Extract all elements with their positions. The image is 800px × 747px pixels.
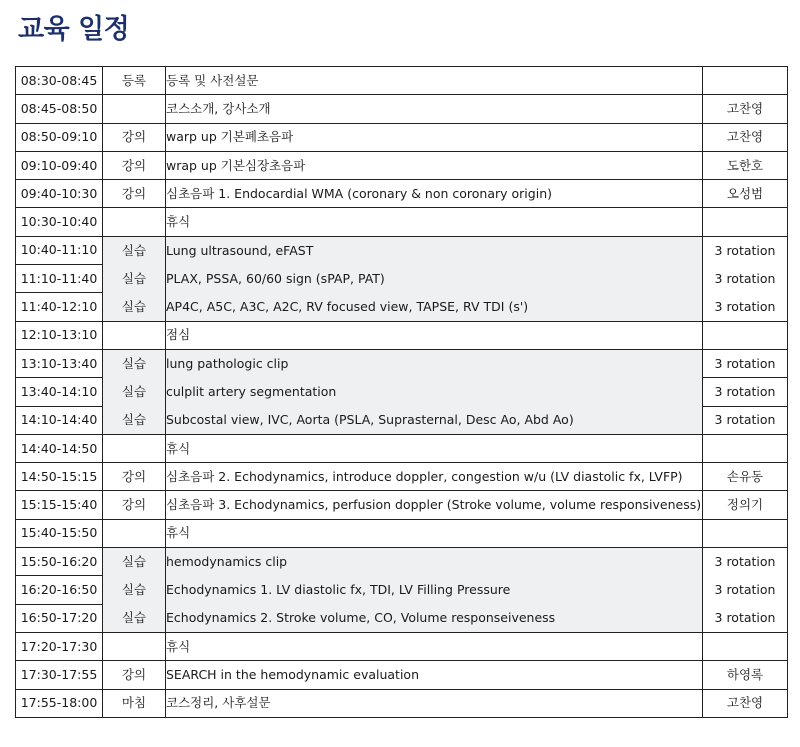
instructor-cell: 3 rotation <box>703 293 788 321</box>
type-cell <box>103 519 166 547</box>
topic-cell: 코스소개, 강사소개 <box>166 95 703 123</box>
topic-cell: 코스정리, 사후설문 <box>166 689 703 717</box>
instructor-cell: 3 rotation <box>703 265 788 293</box>
topic-cell: 휴식 <box>166 632 703 660</box>
topic-cell: culplit artery segmentation <box>166 378 703 406</box>
schedule-row <box>16 180 788 208</box>
topic-cell: 점심 <box>166 321 703 349</box>
schedule-row <box>16 151 788 179</box>
instructor-cell: 3 rotation <box>703 604 788 632</box>
topic-cell: warp up 기본폐초음파 <box>166 123 703 151</box>
topic-cell: Echodynamics 2. Stroke volume, CO, Volume responseiveness <box>166 604 703 632</box>
schedule-row <box>16 208 788 236</box>
instructor-cell: 3 rotation <box>703 406 788 434</box>
time-cell: 15:40-15:50 <box>16 519 103 547</box>
schedule-row <box>16 661 788 689</box>
type-cell: 강의 <box>103 151 166 179</box>
type-cell: 실습 <box>103 349 166 377</box>
time-cell: 10:40-11:10 <box>16 236 103 264</box>
topic-cell: 심초음파 2. Echodynamics, introduce doppler, congestion w/u (LV diastolic fx, LVFP) <box>166 463 703 491</box>
time-cell: 15:15-15:40 <box>16 491 103 519</box>
instructor-cell: 오성범 <box>703 180 788 208</box>
time-cell: 08:50-09:10 <box>16 123 103 151</box>
topic-cell: Echodynamics 1. LV diastolic fx, TDI, LV Filling Pressure <box>166 576 703 604</box>
type-cell: 강의 <box>103 123 166 151</box>
schedule-row <box>16 632 788 660</box>
time-cell: 14:10-14:40 <box>16 406 103 434</box>
schedule-row <box>16 265 788 293</box>
schedule-table <box>15 66 788 718</box>
topic-cell: 심초음파 3. Echodynamics, perfusion doppler (Stroke volume, volume responsiveness) <box>166 491 703 519</box>
time-cell: 16:50-17:20 <box>16 604 103 632</box>
instructor-cell <box>703 519 788 547</box>
schedule-row <box>16 293 788 321</box>
type-cell: 실습 <box>103 406 166 434</box>
topic-cell: 휴식 <box>166 208 703 236</box>
topic-cell: 휴식 <box>166 434 703 462</box>
topic-cell: 휴식 <box>166 519 703 547</box>
schedule-body <box>16 67 788 718</box>
schedule-row <box>16 406 788 434</box>
topic-cell: PLAX, PSSA, 60/60 sign (sPAP, PAT) <box>166 265 703 293</box>
time-cell: 15:50-16:20 <box>16 548 103 576</box>
instructor-cell <box>703 321 788 349</box>
type-cell: 실습 <box>103 604 166 632</box>
schedule-row <box>16 349 788 377</box>
time-cell: 11:10-11:40 <box>16 265 103 293</box>
type-cell <box>103 632 166 660</box>
instructor-cell <box>703 67 788 95</box>
instructor-cell: 3 rotation <box>703 576 788 604</box>
topic-cell: hemodynamics clip <box>166 548 703 576</box>
instructor-cell <box>703 632 788 660</box>
schedule-row <box>16 321 788 349</box>
type-cell <box>103 321 166 349</box>
time-cell: 11:40-12:10 <box>16 293 103 321</box>
instructor-cell: 고찬영 <box>703 689 788 717</box>
type-cell <box>103 208 166 236</box>
time-cell: 09:10-09:40 <box>16 151 103 179</box>
time-cell: 08:30-08:45 <box>16 67 103 95</box>
schedule-row <box>16 576 788 604</box>
type-cell: 실습 <box>103 548 166 576</box>
type-cell: 실습 <box>103 265 166 293</box>
time-cell: 08:45-08:50 <box>16 95 103 123</box>
page-title: 교육 일정 <box>18 14 130 45</box>
instructor-cell: 3 rotation <box>703 378 788 406</box>
type-cell: 강의 <box>103 661 166 689</box>
instructor-cell: 손유동 <box>703 463 788 491</box>
type-cell: 실습 <box>103 576 166 604</box>
topic-cell: AP4C, A5C, A3C, A2C, RV focused view, TAPSE, RV TDI (s') <box>166 293 703 321</box>
time-cell: 17:55-18:00 <box>16 689 103 717</box>
schedule-row <box>16 236 788 264</box>
instructor-cell: 3 rotation <box>703 548 788 576</box>
schedule-row <box>16 378 788 406</box>
schedule-row <box>16 519 788 547</box>
topic-cell: 등록 및 사전설문 <box>166 67 703 95</box>
time-cell: 13:40-14:10 <box>16 378 103 406</box>
schedule-row <box>16 548 788 576</box>
time-cell: 16:20-16:50 <box>16 576 103 604</box>
schedule-row <box>16 67 788 95</box>
instructor-cell: 고찬영 <box>703 123 788 151</box>
type-cell: 실습 <box>103 293 166 321</box>
instructor-cell <box>703 434 788 462</box>
instructor-cell: 3 rotation <box>703 349 788 377</box>
instructor-cell: 고찬영 <box>703 95 788 123</box>
time-cell: 09:40-10:30 <box>16 180 103 208</box>
instructor-cell <box>703 208 788 236</box>
schedule-row <box>16 463 788 491</box>
schedule-row <box>16 123 788 151</box>
time-cell: 17:30-17:55 <box>16 661 103 689</box>
topic-cell: SEARCH in the hemodynamic evaluation <box>166 661 703 689</box>
time-cell: 14:50-15:15 <box>16 463 103 491</box>
type-cell: 강의 <box>103 463 166 491</box>
schedule-row <box>16 689 788 717</box>
type-cell <box>103 95 166 123</box>
instructor-cell: 하영록 <box>703 661 788 689</box>
time-cell: 14:40-14:50 <box>16 434 103 462</box>
time-cell: 17:20-17:30 <box>16 632 103 660</box>
type-cell: 강의 <box>103 180 166 208</box>
time-cell: 10:30-10:40 <box>16 208 103 236</box>
time-cell: 12:10-13:10 <box>16 321 103 349</box>
schedule-row <box>16 434 788 462</box>
type-cell: 강의 <box>103 491 166 519</box>
topic-cell: lung pathologic clip <box>166 349 703 377</box>
schedule-row <box>16 604 788 632</box>
topic-cell: Lung ultrasound, eFAST <box>166 236 703 264</box>
time-cell: 13:10-13:40 <box>16 349 103 377</box>
schedule-row <box>16 95 788 123</box>
schedule-row <box>16 491 788 519</box>
topic-cell: Subcostal view, IVC, Aorta (PSLA, Suprasternal, Desc Ao, Abd Ao) <box>166 406 703 434</box>
type-cell: 실습 <box>103 378 166 406</box>
instructor-cell: 도한호 <box>703 151 788 179</box>
type-cell: 마침 <box>103 689 166 717</box>
topic-cell: wrap up 기본심장초음파 <box>166 151 703 179</box>
instructor-cell: 3 rotation <box>703 236 788 264</box>
type-cell: 등록 <box>103 67 166 95</box>
instructor-cell: 정의기 <box>703 491 788 519</box>
type-cell: 실습 <box>103 236 166 264</box>
topic-cell: 심초음파 1. Endocardial WMA (coronary & non coronary origin) <box>166 180 703 208</box>
type-cell <box>103 434 166 462</box>
